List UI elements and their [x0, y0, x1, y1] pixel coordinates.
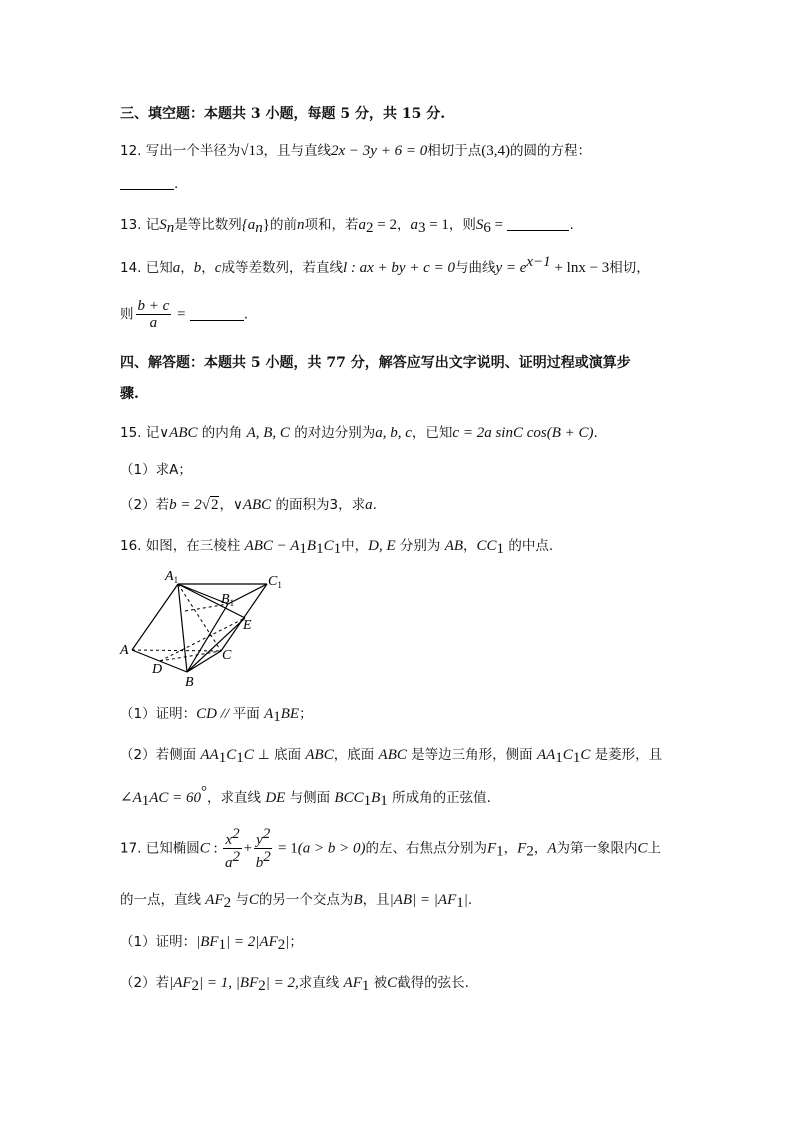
q17-part-2: （2）若$|AF_2| = 1$, $|BF_2| = 2$,求直线 $AF_1$ 被C截得的弦长. [120, 975, 469, 994]
q17-fraction-y: $\frac{y^2}{b^2}$ [255, 826, 271, 871]
q15-part-2: （2）若b = 2√2，∨ABC 的面积为3，求a. [120, 497, 377, 513]
label-B: B [185, 675, 194, 690]
q12-answer-blank[interactable] [120, 189, 174, 190]
label-B1: $B_1$ [221, 592, 235, 608]
question-17: 17. 已知椭圆C : $\frac{x^2}{a^2}$ + $\frac{y^2}{b^2}$ = 1(a > b > 0)的左、右焦点分别为$F_1$，$F_2$，A为第一象限内C上 [120, 826, 662, 871]
q16-part-1: （1）证明：CD // 平面 $A_1BE$； [120, 706, 313, 725]
question-15: 15. 记∨ABC 的内角 A, B, C 的对边分别为a, b, c，已知c = 2a sinC cos(B + C). [120, 425, 598, 441]
q12-number: 12. [120, 143, 142, 159]
question-14: 14. 已知a，b，c成等差数列，若直线l : ax + by + c = 0与曲线$y = e^{x-1} + \ln x - 3$相切， [120, 254, 650, 276]
q16-part-2-cont: $\angle A_1AC = 60^\circ$，求直线 DE 与侧面 $BCC_1B_1$ 所成角的正弦值. [120, 784, 491, 809]
label-C1: $C_1$ [268, 574, 282, 590]
label-E: E [243, 618, 252, 633]
q13-answer-blank[interactable] [507, 230, 569, 231]
q14-fraction: $\frac{b + c}{a}$ [137, 298, 170, 331]
prism-figure [115, 566, 295, 696]
section-4-heading: 四、解答题：本题共 5 小题，共 77 分，解答应写出文字说明、证明过程或演算步 [120, 355, 631, 371]
q14-answer-line: 则 $\frac{b + c}{a}$ = . [120, 298, 249, 331]
q15-part-1: （1）求A； [120, 462, 192, 478]
q17-line-2: 的一点，直线 $AF_2$ 与C的另一个交点为B，且$|AB| = |AF_1|$. [120, 892, 473, 911]
question-16: 16. 如图，在三棱柱 ABC − $A_1B_1C_1$中，D, E 分别为 AB，$CC_1$ 的中点. [120, 538, 554, 557]
label-A1: $A_1$ [165, 569, 179, 585]
q14-answer-blank[interactable] [190, 320, 244, 321]
label-A: A [120, 643, 129, 658]
edge-ac-hidden [132, 650, 221, 651]
q12-point: (3,4) [481, 143, 510, 159]
q12-radius: √13 [240, 143, 264, 159]
line-a1b [178, 584, 187, 672]
section-4-heading-cont: 骤. [120, 386, 139, 402]
q12-answer-line: . [120, 176, 178, 192]
question-13: 13. 记$S_n$是等比数列$\{a_n\}$的前n项和，若$a_2 = 2$，$a_3 = 1$，则$S_6$ = . [120, 217, 574, 236]
q12-line-equation: 2x − 3y + 6 = 0 [331, 143, 428, 159]
q17-part-1: （1）证明：$|BF_1| = 2|AF_2|$； [120, 934, 303, 953]
section-3-heading: 三、填空题：本题共 3 小题，每题 5 分，共 15 分. [120, 106, 446, 122]
q16-part-2: （2）若侧面 $AA_1C_1C$ ⊥ 底面 ABC，底面 ABC 是等边三角形，侧面 $AA_1C_1C$ 是菱形，且 [120, 747, 663, 766]
line-be [187, 618, 245, 672]
label-C: C [222, 648, 232, 663]
line-de-hidden [160, 618, 245, 661]
question-12: 12. 写出一个半径为√13，且与直线2x − 3y + 6 = 0相切于点(3,4)的圆的方程： [120, 143, 591, 159]
edge-aa1 [132, 584, 178, 650]
label-D: D [152, 662, 163, 677]
q17-fraction-x: $\frac{x^2}{a^2}$ [225, 826, 241, 871]
